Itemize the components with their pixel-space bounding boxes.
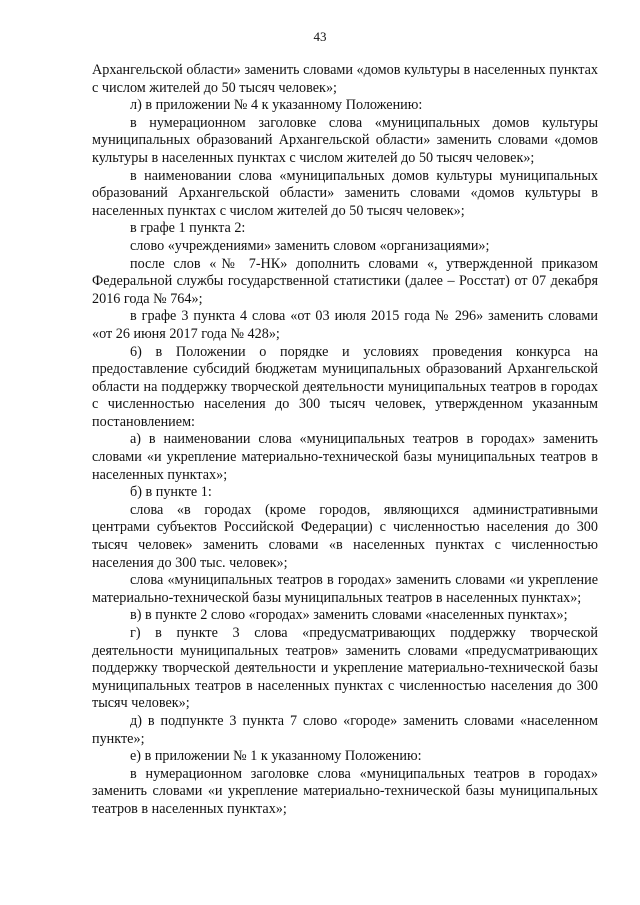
paragraph: слова «в городах (кроме городов, являющихся административными центрами субъектов Российской Федерации) с численностью населения до 300 тысяч человек» заменить словами «в населенных пунктах с численностью населения до 300 тыс. человек»; [92, 501, 598, 571]
paragraph-continuation: Архангельской области» заменить словами «домов культуры в населенных пунктах с числом жителей до 50 тысяч человек»; [92, 62, 598, 96]
paragraph-item-v: в) в пункте 2 слово «городах» заменить словами «населенных пунктах»; [130, 607, 568, 624]
paragraph-item-a: а) в наименовании слова «муниципальных театров в городах» заменить словами «и укрепление материально-технической базы муниципальных театров в населенных пунктах»; [92, 431, 598, 483]
document-body [92, 62, 598, 819]
paragraph: слова «муниципальных театров в городах» заменить словами «и укрепление материально-технической базы муниципальных театров в населенных пунктах»; [92, 572, 598, 606]
paragraph-item-l: л) в приложении № 4 к указанному Положению: [130, 97, 423, 114]
paragraph-item-6: 6) в Положении о порядке и условиях проведения конкурса на предоставление субсидий бюджетам муниципальных образований Архангельской области на поддержку творческой деятельности муниципальных театров в городах с численностью населения до 300 тысяч человек, утвержденном указанным постановлением: [92, 343, 598, 430]
paragraph: слово «учреждениями» заменить словом «организациями»; [130, 237, 490, 254]
paragraph: в графе 3 пункта 4 слова «от 03 июля 2015 года № 296» заменить словами «от 26 июня 2017 года № 428»; [92, 308, 598, 342]
paragraph: в наименовании слова «муниципальных домов культуры муниципальных образований Архангельской области» заменить словами «домов культуры в населенных пунктах с числом жителей до 50 тысяч человек»; [92, 167, 598, 219]
paragraph-item-b: б) в пункте 1: [130, 484, 212, 501]
paragraph-item-g: г) в пункте 3 слова «предусматривающих поддержку творческой деятельности муниципальных театров» заменить словами «предусматривающих поддержку творческой деятельности и укрепление материально-технической базы муниципальных театров в населенных пунктах с численностью населения до 300 тысяч человек»; [92, 625, 598, 712]
paragraph: в нумерационном заголовке слова «муниципальных домов культуры муниципальных образований Архангельской области» заменить словами «домов культуры в населенных пунктах с числом жителей до 50 тысяч человек»; [92, 114, 598, 166]
paragraph-item-d: д) в подпункте 3 пункта 7 слово «городе» заменить словами «населенном пункте»; [92, 712, 598, 747]
page-number: 43 [313, 29, 327, 44]
paragraph: в графе 1 пункта 2: [130, 220, 246, 237]
paragraph: в нумерационном заголовке слова «муниципальных театров в городах» заменить словами «и укрепление материально-технической базы муниципальных театров в населенных пунктах»; [92, 765, 598, 817]
paragraph: после слов «№ 7-НК» дополнить словами «, утвержденной приказом Федеральной службы государственной статистики (далее – Росстат) от 07 декабря 2016 года № 764»; [92, 255, 598, 307]
paragraph-item-e: е) в приложении № 1 к указанному Положению: [130, 748, 422, 765]
